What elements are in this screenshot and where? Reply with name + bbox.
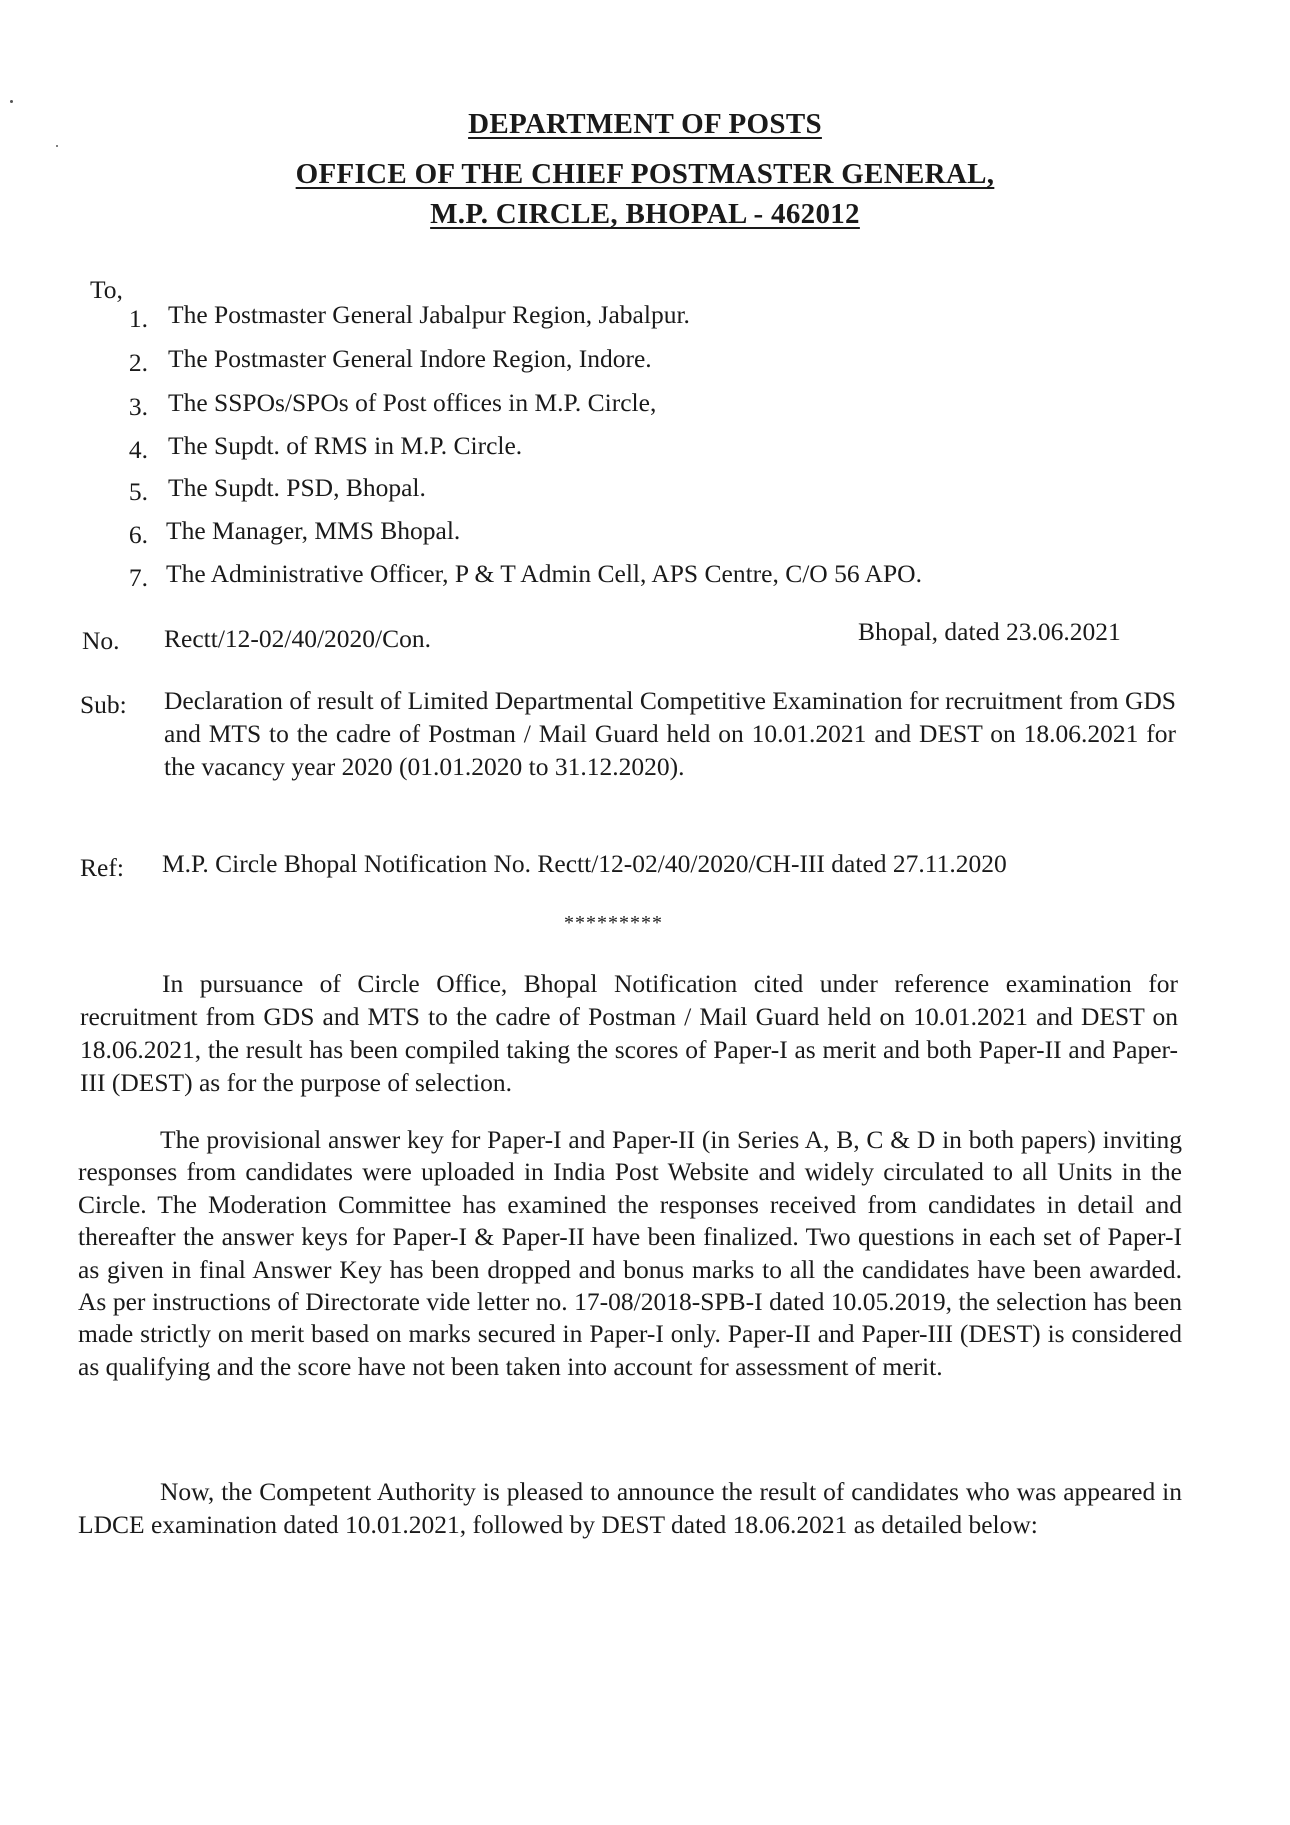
paragraph-text: In pursuance of Circle Office, Bhopal Notification cited under reference examination for recruitment from GDS and MTS to the cadre of Postman / Mail Guard held on 10.01.2021 and DEST on 18.06.2021, the result has been compiled taking the scores of Paper-I as merit and both Paper-II and Paper-III (DEST) as for the purpose of selection. (80, 969, 1178, 1097)
scan-speck (10, 100, 13, 103)
recipient-number: 7. (128, 563, 148, 592)
recipient-text: The Supdt. PSD, Bhopal. (168, 473, 426, 502)
recipient-text: The Administrative Officer, P & T Admin Cell, APS Centre, C/O 56 APO. (166, 559, 922, 588)
recipient-number: 1. (128, 304, 148, 333)
recipient-number: 5. (128, 477, 148, 506)
letter-date: Bhopal, dated 23.06.2021 (858, 617, 1121, 646)
paragraph-text: The provisional answer key for Paper-I and Paper-II (in Series A, B, C & D in both papers) inviting responses from candidates were uploaded in India Post Website and widely circulated to all Units in the Circle. The Moderation Committee has examined the responses received from candidates in detail and thereafter the answer keys for Paper-I & Paper-II have been finalized. Two questions in each set of Paper-I as given in final Answer Key has been dropped and bonus marks to all the candidates have been awarded. As per instructions of Directorate vide letter no. 17-08/2018-SPB-I dated 10.05.2019, the selection has been made strictly on merit based on marks secured in Paper-I only. Paper-II and Paper-III (DEST) is considered as qualifying and the score have not been taken into account for assessment of merit. (78, 1125, 1182, 1381)
recipient-text: The Manager, MMS Bhopal. (166, 516, 461, 545)
to-label: To, (90, 275, 123, 304)
reference-no-label: No. (82, 626, 120, 655)
header-office: OFFICE OF THE CHIEF POSTMASTER GENERAL, (295, 158, 995, 190)
recipient-text: The SSPOs/SPOs of Post offices in M.P. Circle, (168, 388, 657, 417)
reference-no-value: Rectt/12-02/40/2020/Con. (164, 624, 432, 653)
recipient-number: 3. (128, 392, 148, 421)
subject-label: Sub: (80, 690, 127, 719)
header-circle: M.P. CIRCLE, BHOPAL - 462012 (430, 198, 860, 230)
recipient-text: The Postmaster General Indore Region, Indore. (168, 344, 652, 373)
recipient-text: The Postmaster General Jabalpur Region, Jabalpur. (168, 300, 690, 329)
ref-text: M.P. Circle Bhopal Notification No. Rectt/12-02/40/2020/CH-III dated 27.11.2020 (162, 849, 1007, 878)
ref-label: Ref: (80, 853, 124, 882)
recipient-number: 4. (128, 435, 148, 464)
subject-text: Declaration of result of Limited Departmental Competitive Examination for recruitment from GDS and MTS to the cadre of Postman / Mail Guard held on 10.01.2021 and DEST on 18.06.2021 for the vacancy year 2020 (01.01.2020 to 31.12.2020). (164, 686, 1176, 781)
recipient-number: 2. (128, 348, 148, 377)
recipient-number: 6. (128, 520, 148, 549)
scan-speck (56, 145, 58, 147)
body-paragraph-3 (78, 1475, 1182, 1541)
header-department: DEPARTMENT OF POSTS (468, 108, 822, 140)
paragraph-text: Now, the Competent Authority is pleased to announce the result of candidates who was appeared in LDCE examination dated 10.01.2021, followed by DEST dated 18.06.2021 as detailed below: (78, 1477, 1182, 1539)
body-paragraph-1 (80, 967, 1178, 1099)
separator-stars: ********* (564, 912, 663, 934)
recipient-text: The Supdt. of RMS in M.P. Circle. (168, 431, 523, 460)
body-paragraph-2 (78, 1124, 1182, 1383)
